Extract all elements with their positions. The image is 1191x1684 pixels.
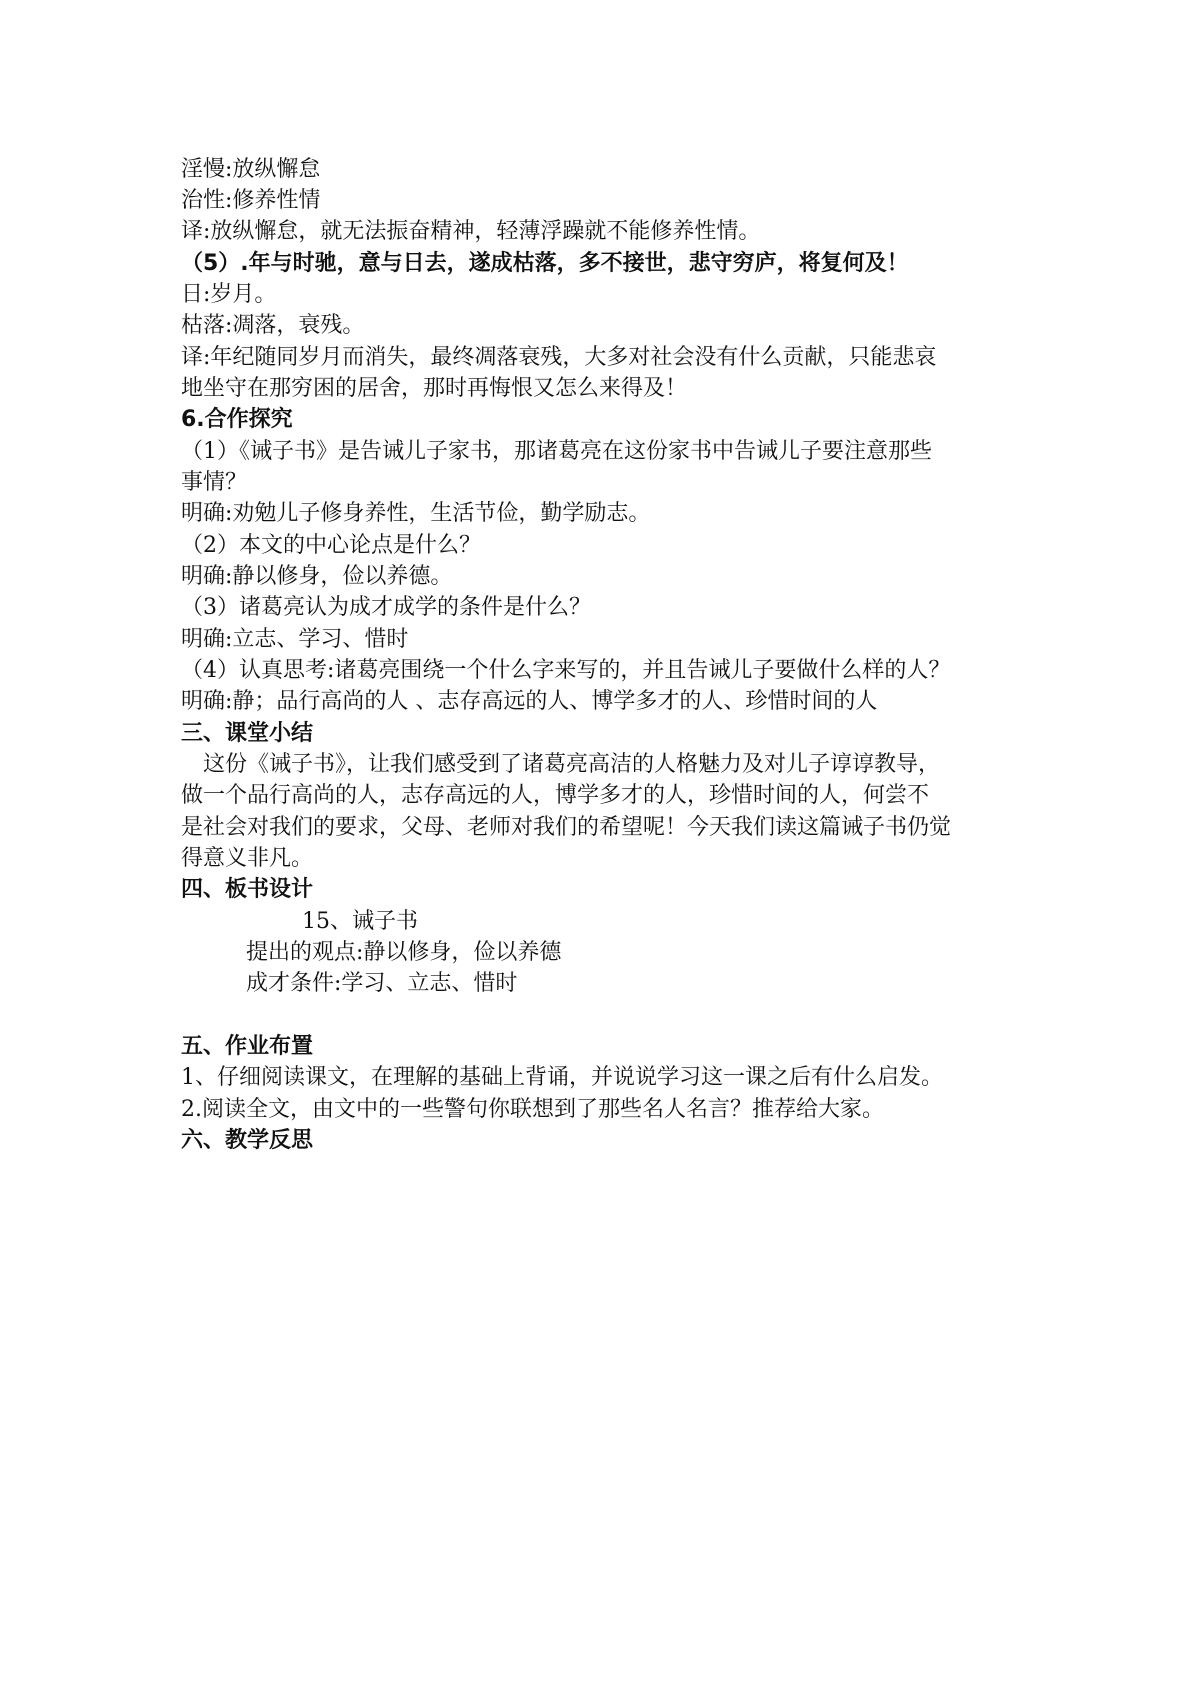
summary-line: 做一个品行高尚的人，志存高远的人，博学多才的人，珍惜时间的人，何尝不 <box>181 783 930 808</box>
answer-line: 明确:静；品行高尚的人 、志存高远的人、博学多才的人、珍惜时间的人 <box>181 689 878 714</box>
classical-text-line: （5）.年与时驰，意与日去，遂成枯落，多不接世，悲守穷庐，将复何及！ <box>181 251 909 276</box>
translation-line: 地坐守在那穷困的居舍，那时再悔恨又怎么来得及！ <box>181 376 688 401</box>
homework-line: 2.阅读全文，由文中的一些警句你联想到了那些名人名言？推荐给大家。 <box>181 1097 884 1122</box>
question-line: 事情？ <box>181 470 248 495</box>
homework-line: 1、仔细阅读课文，在理解的基础上背诵，并说说学习这一课之后有什么启发。 <box>181 1065 943 1090</box>
question-line: （1）《诫子书》是告诫儿子家书，那诸葛亮在这份家书中告诫儿子要注意那些 <box>181 439 932 464</box>
gloss-line: 枯落:凋落，衰残。 <box>181 313 365 338</box>
gloss-line: 治性:修养性情 <box>181 188 321 213</box>
question-line: （3）诸葛亮认为成才成学的条件是什么？ <box>181 595 591 620</box>
board-title: 15、诫子书 <box>302 909 418 934</box>
section-heading: 五、作业布置 <box>181 1034 314 1059</box>
summary-line: 是社会对我们的要求，父母、老师对我们的希望呢！今天我们读这篇诫子书仍觉 <box>181 815 952 840</box>
gloss-line: 淫慢:放纵懈怠 <box>181 157 321 182</box>
board-line: 成才条件:学习、立志、惜时 <box>246 971 518 996</box>
answer-line: 明确:立志、学习、惜时 <box>181 627 409 652</box>
answer-line: 明确:静以修身，俭以养德。 <box>181 564 453 589</box>
section-heading: 三、课堂小结 <box>181 721 314 746</box>
translation-line: 译:放纵懈怠，就无法振奋精神，轻薄浮躁就不能修养性情。 <box>181 219 761 244</box>
section-heading: 四、板书设计 <box>181 877 314 902</box>
question-line: （4）认真思考:诸葛亮围绕一个什么字来写的，并且告诫儿子要做什么样的人？ <box>181 658 951 683</box>
answer-line: 明确:劝勉儿子修身养性，生活节俭，勤学励志。 <box>181 501 651 526</box>
gloss-line: 日:岁月。 <box>181 282 277 307</box>
summary-line: 得意义非凡。 <box>181 846 314 871</box>
question-line: （2）本文的中心论点是什么？ <box>181 533 481 558</box>
translation-line: 译:年纪随同岁月而消失，最终凋落衰残，大多对社会没有什么贡献，只能悲哀 <box>181 345 937 370</box>
summary-line: 这份《诫子书》，让我们感受到了诸葛亮高洁的人格魅力及对儿子谆谆教导， <box>181 752 941 777</box>
board-line: 提出的观点:静以修身，俭以养德 <box>246 940 562 965</box>
section-heading: 6.合作探究 <box>181 407 293 432</box>
section-heading: 六、教学反思 <box>181 1128 314 1153</box>
